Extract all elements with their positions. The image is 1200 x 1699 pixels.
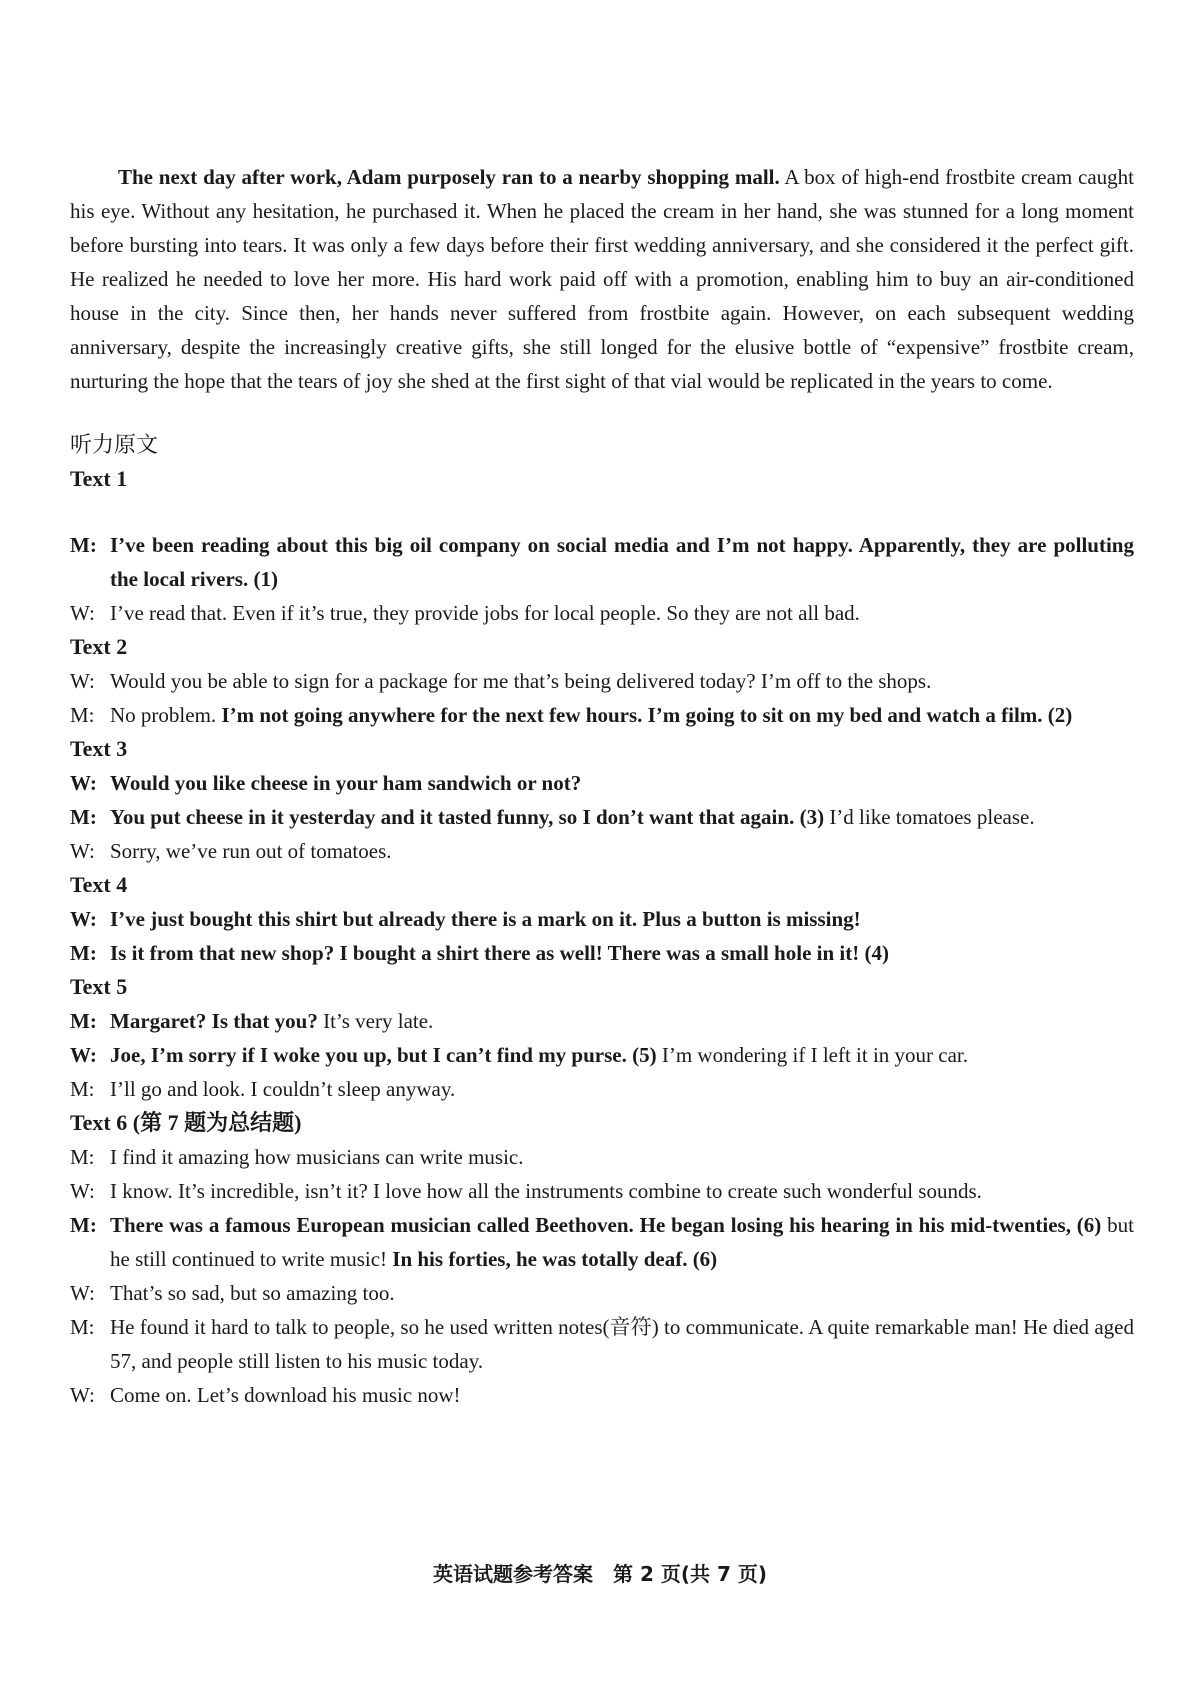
dialog-line	[70, 902, 1134, 936]
speaker-label: W:	[70, 601, 95, 625]
speaker-label: M:	[70, 533, 97, 557]
speaker-label: W:	[70, 1383, 95, 1407]
line-text: Would you be able to sign for a package for me that’s being delivered today? I’m off to the shops.	[110, 669, 932, 693]
line-text: Sorry, we’ve run out of tomatoes.	[110, 839, 392, 863]
page-footer: 英语试题参考答案 第 2 页(共 7 页)	[433, 1562, 767, 1586]
speaker-label: M:	[70, 1315, 95, 1339]
key-sentence: I’ve just bought this shirt but already there is a mark on it. Plus a button is missing!	[110, 907, 861, 931]
speaker-label: W:	[70, 907, 97, 931]
line-text: I find it amazing how musicians can write music.	[110, 1145, 524, 1169]
speaker-label: M:	[70, 1009, 97, 1033]
key-sentence: There was a famous European musician called Beethoven. He began losing his hearing in his mid-twenties, (6)	[110, 1213, 1102, 1237]
dialog-line	[70, 1208, 1134, 1276]
line-text: I’ll go and look. I couldn’t sleep anyway.	[110, 1077, 456, 1101]
line-text: Come on. Let’s download his music now!	[110, 1383, 461, 1407]
speaker-label: W:	[70, 1043, 97, 1067]
line-text: No problem.	[110, 703, 222, 727]
speaker-label: M:	[70, 1145, 95, 1169]
speaker-label: M:	[70, 1213, 97, 1237]
dialog-line	[70, 766, 1134, 800]
key-sentence: Would you like cheese in your ham sandwich or not?	[110, 771, 582, 795]
dialog-line	[70, 1378, 1134, 1412]
dialog-line	[70, 1174, 1134, 1208]
dialog-line	[70, 1038, 1134, 1072]
text-1-heading: Text 1	[70, 466, 128, 491]
line-text: That’s so sad, but so amazing too.	[110, 1281, 395, 1305]
dialog-line	[70, 936, 1134, 970]
key-sentence: You put cheese in it yesterday and it tasted funny, so I don’t want that again. (3)	[110, 805, 825, 829]
transcript-title: 听力原文	[70, 432, 159, 457]
dialog-line	[70, 834, 1134, 868]
line-text: I know. It’s incredible, isn’t it? I love how all the instruments combine to create such wonderful sounds.	[110, 1179, 982, 1203]
line-text: He found it hard to talk to people, so he used written notes(音符) to communicate. A quite remarkable man! He died aged 57, and people still listen to his music today.	[110, 1315, 1134, 1373]
line-text: I’d like tomatoes please.	[824, 805, 1035, 829]
speaker-label: W:	[70, 1179, 95, 1203]
dialog-line	[70, 1276, 1134, 1310]
text-2-heading: Text 2	[70, 634, 128, 659]
story-paragraph	[70, 160, 1134, 398]
line-text: I’ve read that. Even if it’s true, they provide jobs for local people. So they are not all bad.	[110, 601, 860, 625]
key-sentence: I’m not going anywhere for the next few hours. I’m going to sit on my bed and watch a film. (2)	[221, 703, 1073, 727]
dialog-line	[70, 698, 1134, 732]
text-6-heading: Text 6 (第 7 题为总结题)	[70, 1110, 302, 1135]
speaker-label: W:	[70, 1281, 95, 1305]
story-lead: The next day after work, Adam purposely ran to a nearby shopping mall.	[118, 165, 780, 189]
key-sentence: I’ve been reading about this big oil company on social media and I’m not happy. Apparently, they are polluting the local rivers. (1)	[110, 533, 1134, 591]
line-text: but he still continued to write music!	[110, 1213, 1134, 1271]
speaker-label: M:	[70, 1077, 95, 1101]
speaker-label: M:	[70, 703, 95, 727]
dialog-line	[70, 528, 1134, 596]
dialog-line	[70, 1004, 1134, 1038]
key-sentence: Margaret? Is that you?	[110, 1009, 318, 1033]
dialog-line	[70, 1310, 1134, 1378]
dialog-line	[70, 596, 1134, 630]
speaker-label: W:	[70, 839, 95, 863]
dialog-line	[70, 664, 1134, 698]
page-content	[70, 160, 1134, 1412]
text-4-heading: Text 4	[70, 872, 128, 897]
key-sentence: Joe, I’m sorry if I woke you up, but I can’t find my purse. (5)	[110, 1043, 657, 1067]
speaker-label: W:	[70, 771, 97, 795]
text-5-heading: Text 5	[70, 974, 128, 999]
line-text: I’m wondering if I left it in your car.	[656, 1043, 969, 1067]
line-text: It’s very late.	[317, 1009, 434, 1033]
speaker-label: M:	[70, 941, 97, 965]
dialog-line	[70, 1140, 1134, 1174]
dialog-line	[70, 800, 1134, 834]
text-3-heading: Text 3	[70, 736, 128, 761]
story-body: A box of high-end frostbite cream caught his eye. Without any hesitation, he purchased it. When he placed the cream in her hand, she was stunned for a long moment before bursting into tears. It was only a few days before their first wedding anniversary, and she considered it the perfect gift. He realized he needed to love her more. His hard work paid off with a promotion, enabling him to buy an air-conditioned house in the city. Since then, her hands never suffered from frostbite again. However, on each subsequent wedding anniversary, despite the increasingly creative gifts, she still longed for the elusive bottle of “expensive” frostbite cream, nurturing the hope that the tears of joy she shed at the first sight of that vial would be replicated in the years to come.	[70, 165, 1134, 393]
speaker-label: W:	[70, 669, 95, 693]
key-sentence: In his forties, he was totally deaf. (6)	[392, 1247, 718, 1271]
speaker-label: M:	[70, 805, 97, 829]
dialog-line	[70, 1072, 1134, 1106]
spacer	[70, 496, 1134, 528]
key-sentence: Is it from that new shop? I bought a shirt there as well! There was a small hole in it! (4)	[110, 941, 889, 965]
